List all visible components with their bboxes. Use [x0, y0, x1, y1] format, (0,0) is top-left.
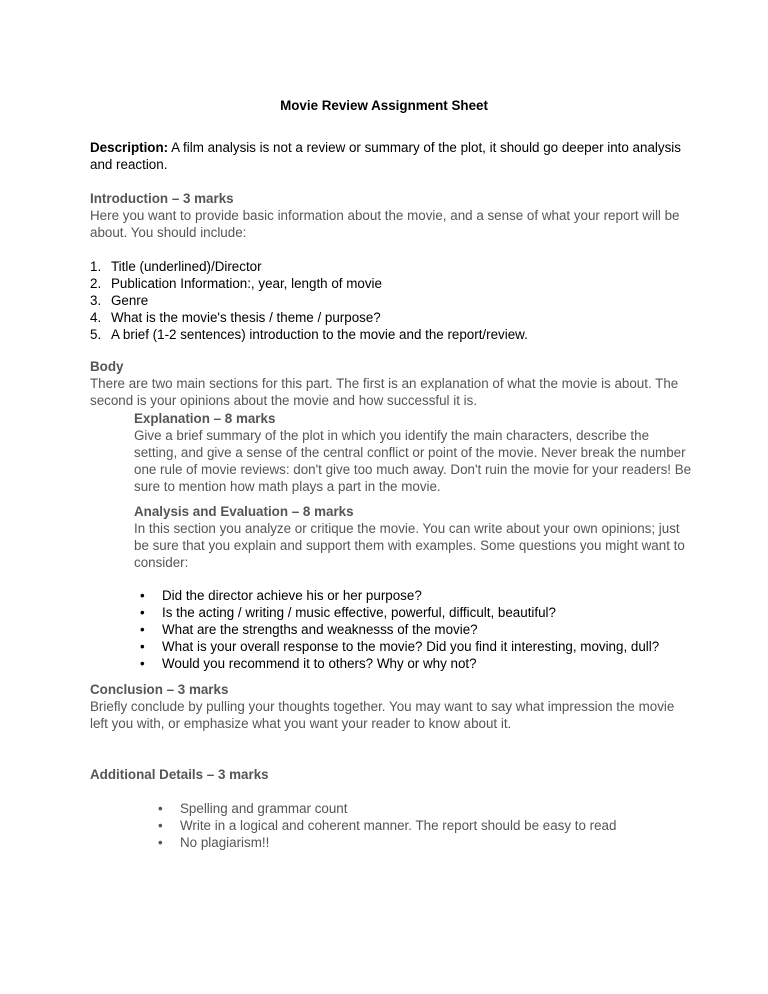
bullet-icon: • — [140, 639, 145, 654]
list-item-text: What are the strengths and weaknesss of the movie? — [162, 622, 478, 637]
page-title: Movie Review Assignment Sheet — [280, 98, 488, 113]
bullet-icon: • — [140, 656, 145, 671]
description-label: Description: — [90, 140, 169, 155]
explanation-heading: Explanation – 8 marks — [134, 411, 276, 426]
additional-list-container — [152, 800, 712, 851]
explanation-text: Give a brief summary of the plot in which you identify the main characters, describe the setting, and give a sense of the central conflict or point of the movie. Never break the number one rule of movie reviews: don't give too much away. Don't ruin the movie for your readers! Be sure to mention how math plays a part in the movie. — [134, 428, 692, 494]
list-item-text: Spelling and grammar count — [180, 801, 348, 816]
introduction-heading: Introduction – 3 marks — [90, 191, 234, 206]
analysis-section — [134, 503, 694, 571]
bullet-icon: • — [158, 801, 163, 816]
list-number: 1. — [90, 259, 102, 274]
list-item-text: Would you recommend it to others? Why or why not? — [162, 656, 477, 671]
list-item — [152, 834, 712, 851]
list-item — [134, 621, 694, 638]
list-item-text: What is the movie's thesis / theme / purpose? — [111, 310, 381, 325]
bullet-icon: • — [158, 818, 163, 833]
list-number: 2. — [90, 276, 102, 291]
description-text: A film analysis is not a review or summary of the plot, it should go deeper into analysis and reaction. — [90, 140, 681, 172]
list-item-text: Did the director achieve his or her purpose? — [162, 588, 422, 603]
analysis-text: In this section you analyze or critique the movie. You can write about your own opinions; just be sure that you explain and support them with examples. Some questions you might want to consider: — [134, 521, 685, 570]
introduction-list-container — [90, 258, 690, 343]
list-number: 5. — [90, 327, 102, 342]
introduction-section — [90, 190, 690, 241]
bullet-icon: • — [140, 588, 145, 603]
analysis-list — [134, 587, 694, 672]
list-item — [152, 817, 712, 834]
list-item — [90, 275, 690, 292]
introduction-list — [90, 258, 690, 343]
analysis-heading: Analysis and Evaluation – 8 marks — [134, 504, 354, 519]
list-item — [90, 326, 690, 343]
list-number: 3. — [90, 293, 102, 308]
body-heading: Body — [90, 359, 124, 374]
bullet-icon: • — [140, 622, 145, 637]
conclusion-heading: Conclusion – 3 marks — [90, 682, 229, 697]
list-item — [134, 587, 694, 604]
body-section — [90, 358, 690, 409]
list-number: 4. — [90, 310, 102, 325]
bullet-icon: • — [158, 835, 163, 850]
list-item — [90, 309, 690, 326]
list-item-text: Is the acting / writing / music effective, powerful, difficult, beautiful? — [162, 605, 556, 620]
list-item-text: Write in a logical and coherent manner. The report should be easy to read — [180, 818, 617, 833]
list-item — [134, 638, 694, 655]
list-item — [134, 604, 694, 621]
list-item-text: What is your overall response to the movie? Did you find it interesting, moving, dull? — [162, 639, 660, 654]
list-item — [90, 258, 690, 275]
body-text: There are two main sections for this part. The first is an explanation of what the movie is about. The second is your opinions about the movie and how successful it is. — [90, 376, 679, 408]
list-item-text: No plagiarism!! — [180, 835, 270, 850]
list-item-text: Title (underlined)/Director — [111, 259, 262, 274]
list-item — [90, 292, 690, 309]
introduction-text: Here you want to provide basic information about the movie, and a sense of what your report will be about. You should include: — [90, 208, 680, 240]
explanation-section — [134, 410, 694, 495]
description-section — [90, 139, 690, 173]
list-item-text: Genre — [111, 293, 149, 308]
bullet-icon: • — [140, 605, 145, 620]
list-item — [152, 800, 712, 817]
list-item-text: Publication Information:, year, length of movie — [111, 276, 382, 291]
list-item-text: A brief (1-2 sentences) introduction to the movie and the report/review. — [111, 327, 528, 342]
additional-heading: Additional Details – 3 marks — [90, 767, 269, 782]
additional-section — [90, 766, 690, 783]
description-paragraph — [90, 139, 690, 173]
additional-list — [152, 800, 712, 851]
conclusion-section — [90, 681, 690, 732]
conclusion-text: Briefly conclude by pulling your thoughts together. You may want to say what impression the movie left you with, or emphasize what you want your reader to know about it. — [90, 699, 675, 731]
analysis-list-container — [134, 587, 694, 672]
list-item — [134, 655, 694, 672]
